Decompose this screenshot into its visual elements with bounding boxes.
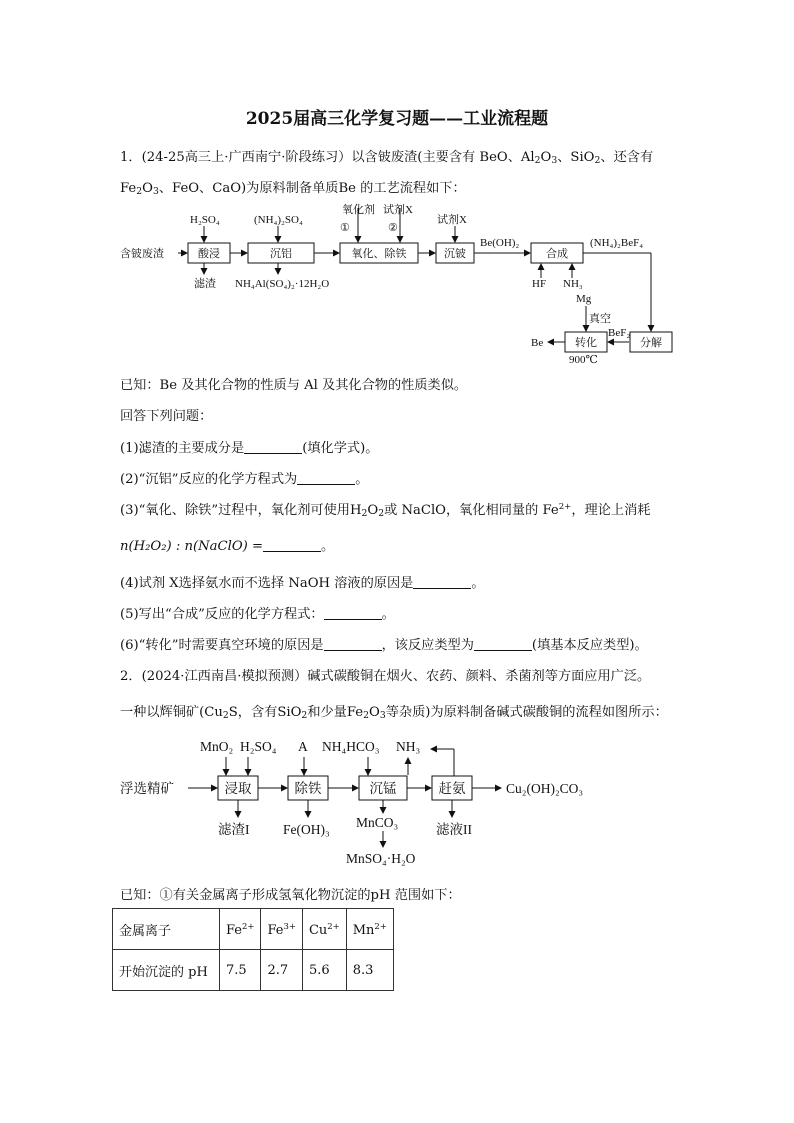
q1-reagent1: H₂SO₄ [190,214,220,226]
q2-out3: MnCO₃ [356,815,399,830]
q1-intro-2: $Fe_2O_3$、FeO、CaO)为原料制备单质Be 的工艺流程如下： [120,181,466,197]
q1-part3: (3)“氧化、除铁”过程中，氧化剂可使用$H_2O_2$或 NaClO，氧化相同量的 $Fe^{2+}$，理论上消耗 [120,502,651,519]
q2-feed: 浮选精矿 [120,781,174,796]
table-cell: 开始沉淀的 pH [113,950,220,991]
q2-r1b: H₂SO₄ [240,739,277,754]
q1-in5a: HF [532,278,547,290]
table-cell: 5.6 [302,950,346,991]
q1-feed: 含铍废渣 [120,248,164,260]
table-cell: 7.5 [220,950,261,991]
q1-mid6: BeF₂ [608,327,631,339]
q2-out4: 滤液II [436,822,472,837]
answer-blank[interactable] [324,649,382,651]
q1-cond7: 真空 [589,313,611,325]
q1-part4: (4)试剂 X选择氨水而不选择 NaOH 溶液的原因是 。 [120,576,485,591]
q1-box4-label: 沉铍 [444,248,466,260]
q2-r1a: MnO₂ [200,739,234,754]
q2-intro: 2．(2024·江西南昌·模拟预测）碱式碳酸铜在烟火、农药、颜料、杀菌剂等方面应用广泛。 [120,669,651,684]
q2-box1-label: 浸取 [224,781,252,796]
table-cell: $Mn^{2+}$ [346,909,393,950]
q1-reagent2: (NH₄)₂SO₄ [254,214,303,226]
q1-in5b: NH₃ [563,278,583,290]
q1-part2: (2)“沉铝”反应的化学方程式为 。 [120,472,369,487]
q1-part6: (6)“转化”时需要真空环境的原因是 ，该反应类型为 (填基本反应类型)。 [120,638,648,653]
q1-box7-label: 转化 [575,337,597,349]
table-cell: $Cu^{2+}$ [302,909,346,950]
q1-out5: (NH₄)₂BeF₄ [590,237,644,249]
table-cell: 金属离子 [113,909,220,950]
q2-box4-label: 赶氨 [438,781,466,796]
q2-box2-label: 除铁 [294,781,322,796]
q1-reagent3a-num: ① [340,222,350,234]
q1-mid5: Be(OH)₂ [480,237,520,249]
q2-intro-2: 一种以辉铜矿($Cu_2S$，含有SiO$_2$和少量$Fe_2O_3$等杂质)为原料制备碱式碳酸铜的流程如图所示： [120,705,668,721]
answer-blank[interactable] [413,587,471,589]
q2-known: 已知：①有关金属离子形成氢氧化物沉淀的pH 范围如下： [120,888,461,903]
q2-product: Cu₂(OH)₂CO₃ [506,781,584,796]
q2-out3b: MnSO₄·H₂O [346,851,416,866]
q1-product: Be [531,337,544,349]
q1-out1: 滤渣 [194,278,216,290]
q1-part5: (5)写出“合成”反应的化学方程式： 。 [120,607,395,622]
answer-blank[interactable] [263,550,321,552]
q1-answer-prompt: 回答下列问题： [120,409,213,424]
q2-r3a: NH₄HCO₃ [322,739,380,754]
table-cell: 8.3 [346,950,393,991]
table-cell: $Fe^{3+}$ [261,909,302,950]
answer-blank[interactable] [244,452,302,454]
q1-box3-label: 氧化、除铁 [351,248,407,260]
q1-known: 已知：Be 及其化合物的性质与 Al 及其化合物的性质类似。 [120,378,468,393]
table-cell: 2.7 [261,950,302,991]
table-cell: $Fe^{2+}$ [220,909,261,950]
q1-reagent7: Mg [576,293,592,305]
answer-blank[interactable] [324,618,382,620]
page-title: 2025届高三化学复习题——工业流程题 [245,109,549,129]
q2-box3-label: 沉锰 [369,781,397,796]
q1-part3-eq: n(H₂O₂) : n(NaClO) = 。 [120,539,335,554]
q2-r2: A [298,739,308,754]
q1-reagent3b-num: ② [388,222,398,234]
q1-reagent3a: 氧化剂 [342,204,375,216]
q2-out1: 滤渣I [218,822,250,837]
q1-box6-label: 分解 [640,337,662,349]
q2-out2: Fe(OH)₃ [283,822,330,837]
q1-temp7: 900℃ [569,354,598,366]
q1-box5-label: 合成 [546,248,568,260]
q1-reagent3b: 试剂X [383,204,413,216]
answer-blank[interactable] [474,649,532,651]
q1-out2: NH₄Al(SO₄)₂·12H₂O [235,278,330,290]
table-row [113,909,394,950]
q2-flow-diagram [118,733,628,868]
table-row [113,950,394,991]
q2-r3b: NH₃ [396,739,421,754]
q1-part1: (1)滤渣的主要成分是 (填化学式)。 [120,441,379,456]
q1-reagent4: 试剂X [437,214,467,226]
q1-box1-label: 酸浸 [198,248,220,260]
q1-box2-label: 沉铝 [270,248,292,260]
q1-flow-diagram [118,198,688,366]
ph-table [112,908,394,991]
q1-intro: 1．(24-25高三上·广西南宁·阶段练习）以含铍废渣(主要含有 BeO、$Al_2O_3$、SiO$_2$、还含有 [120,150,654,166]
answer-blank[interactable] [297,483,355,485]
